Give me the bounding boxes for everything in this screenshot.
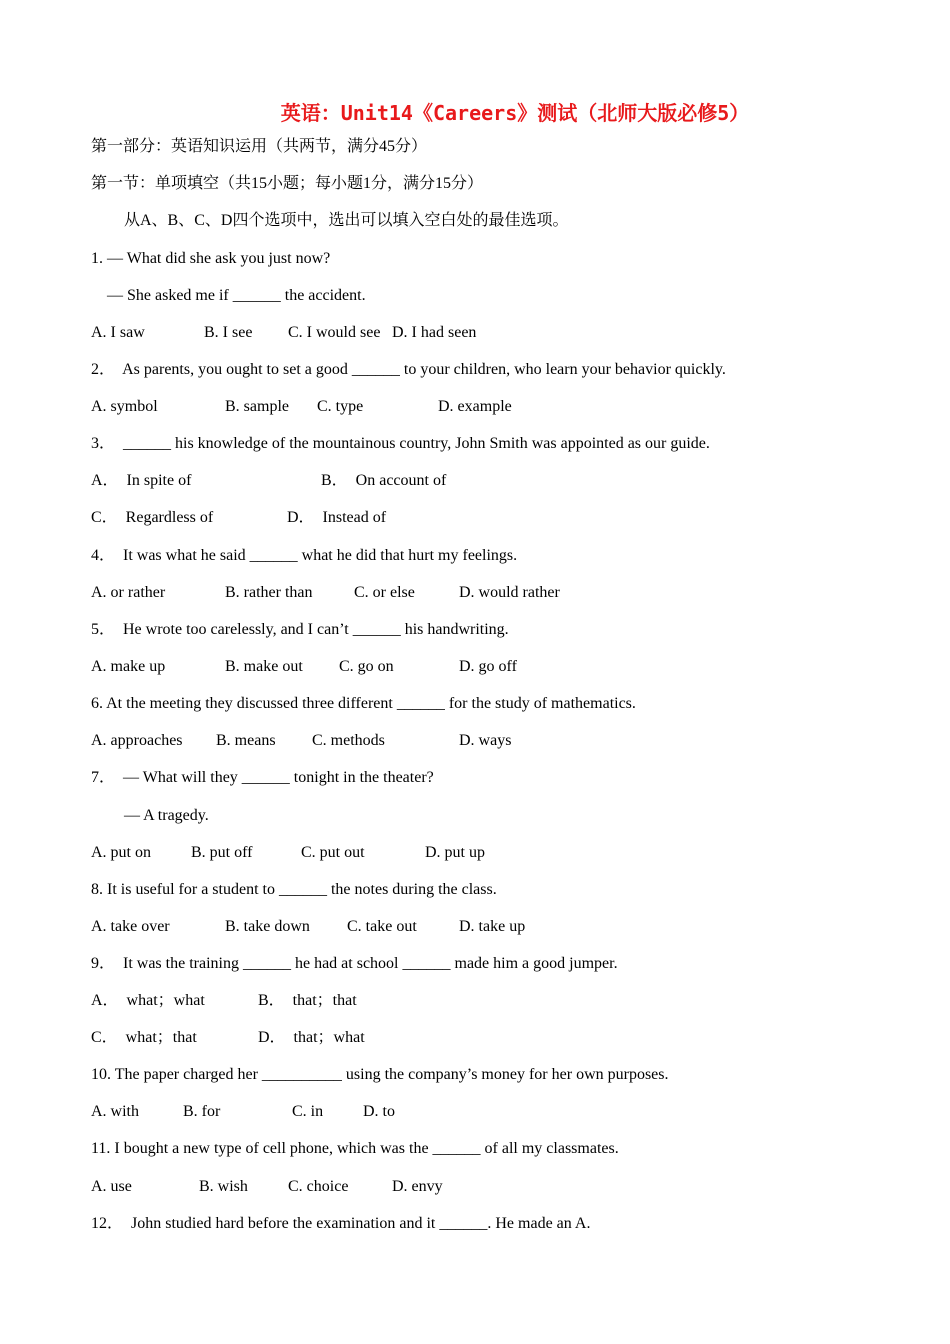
option-c: C. put out: [301, 844, 365, 861]
option-d: D. example: [438, 398, 512, 415]
option-b: B. rather than: [225, 584, 313, 601]
option-c: C. or else: [354, 584, 415, 601]
option-c: C. I would see: [288, 324, 381, 341]
question-stem: 3． ______ his knowledge of the mountainous country, John Smith was appointed as our guide.: [91, 435, 710, 452]
option-a: A． In spite of: [91, 472, 192, 489]
option-d: D. envy: [392, 1178, 443, 1195]
option-a: A. put on: [91, 844, 151, 861]
question-stem: 10. The paper charged her __________ using the company’s money for her own purposes.: [91, 1066, 669, 1083]
option-a: A. symbol: [91, 398, 158, 415]
option-c: C． Regardless of: [91, 509, 214, 526]
option-a: A． what；what: [91, 992, 205, 1009]
question-stem: 9． It was the training ______ he had at school ______ made him a good jumper.: [91, 955, 618, 972]
option-c: C． what；that: [91, 1029, 197, 1046]
question-stem-reply: — She asked me if ______ the accident.: [107, 287, 366, 304]
option-b: B. put off: [191, 844, 253, 861]
question-stem: 2． As parents, you ought to set a good ______ to your children, who learn your behavior quickly.: [91, 361, 726, 378]
option-d: D. to: [363, 1103, 395, 1120]
question-stem-reply: — A tragedy.: [124, 807, 209, 824]
question-stem: 4． It was what he said ______ what he did that hurt my feelings.: [91, 547, 518, 564]
option-b: B. sample: [225, 398, 289, 415]
option-a: A. make up: [91, 658, 166, 675]
section-heading: 第一节：单项填空（共15小题；每小题1分，满分15分）: [91, 175, 484, 192]
part-heading: 第一部分：英语知识运用（共两节，满分45分）: [91, 138, 428, 155]
option-b: B. means: [216, 732, 276, 749]
option-b: B． On account of: [321, 472, 447, 489]
option-b: B. wish: [199, 1178, 248, 1195]
option-c: C. choice: [288, 1178, 349, 1195]
question-stem: 8. It is useful for a student to ______ the notes during the class.: [91, 881, 497, 898]
option-c: C. type: [317, 398, 364, 415]
option-d: D. put up: [425, 844, 485, 861]
question-stem: 6. At the meeting they discussed three different ______ for the study of mathematics.: [91, 695, 636, 712]
option-c: C. in: [292, 1103, 324, 1120]
question-stem: 11. I bought a new type of cell phone, which was the ______ of all my classmates.: [91, 1140, 619, 1157]
option-d: D. take up: [459, 918, 526, 935]
option-a: A. approaches: [91, 732, 183, 749]
instruction: 从A、B、C、D四个选项中，选出可以填入空白处的最佳选项。: [124, 212, 569, 229]
option-a: A. or rather: [91, 584, 166, 601]
option-c: C. take out: [347, 918, 417, 935]
option-b: B. I see: [204, 324, 253, 341]
option-d: D. I had seen: [392, 324, 477, 341]
option-c: C. go on: [339, 658, 394, 675]
option-a: A. with: [91, 1103, 139, 1120]
option-b: B. make out: [225, 658, 303, 675]
option-c: C. methods: [312, 732, 385, 749]
question-stem: 1. — What did she ask you just now?: [91, 250, 331, 267]
question-stem: 5． He wrote too carelessly, and I can’t ______ his handwriting.: [91, 621, 509, 638]
option-d: D. would rather: [459, 584, 560, 601]
option-d: D． Instead of: [287, 509, 387, 526]
option-a: A. use: [91, 1178, 132, 1195]
option-d: D． that；what: [258, 1029, 365, 1046]
option-b: B． that；that: [258, 992, 357, 1009]
page-title: 英语：Unit14《Careers》测试（北师大版必修5）: [280, 101, 750, 125]
option-b: B. for: [183, 1103, 221, 1120]
question-stem: 12． John studied hard before the examination and it ______. He made an A.: [91, 1215, 591, 1232]
option-a: A. take over: [91, 918, 170, 935]
option-d: D. go off: [459, 658, 517, 675]
option-a: A. I saw: [91, 324, 145, 341]
question-stem: 7． — What will they ______ tonight in the theater?: [91, 769, 434, 786]
option-d: D. ways: [459, 732, 512, 749]
option-b: B. take down: [225, 918, 310, 935]
